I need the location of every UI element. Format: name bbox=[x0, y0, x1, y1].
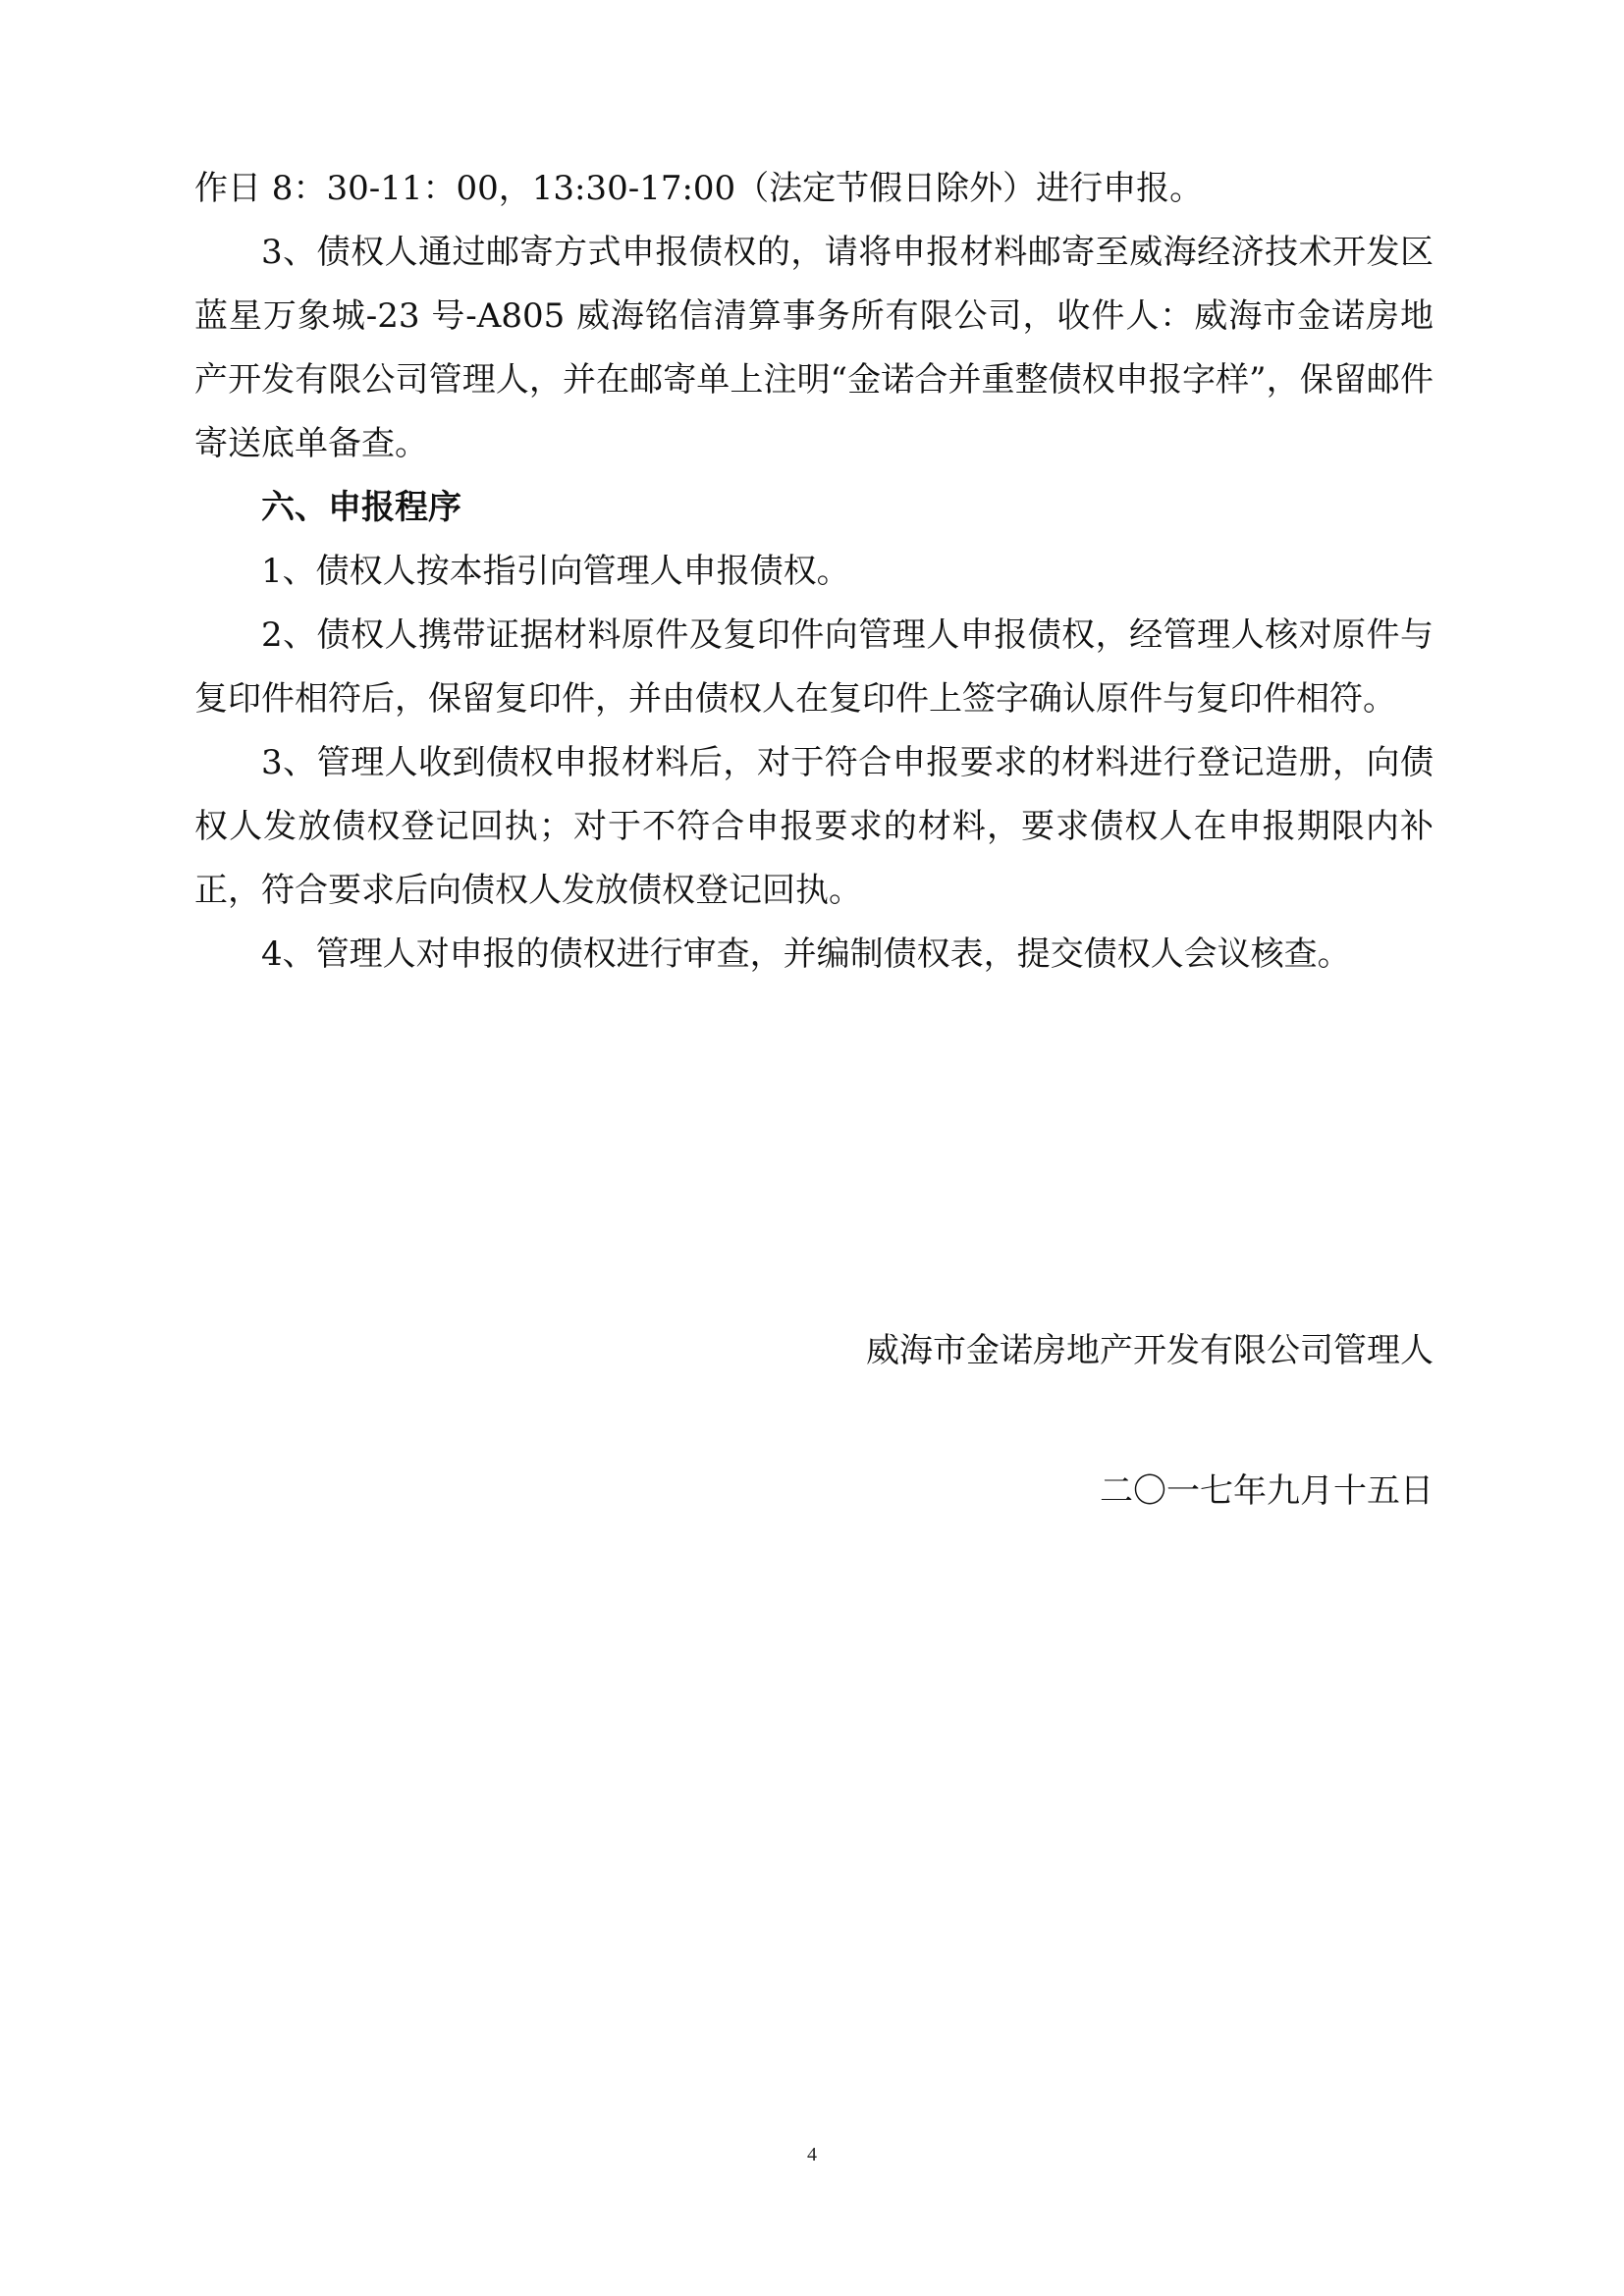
document-body bbox=[194, 157, 1434, 987]
section-heading-procedure: 六、申报程序 bbox=[261, 488, 461, 527]
paragraph-procedure-3: 3、管理人收到债权申报材料后，对于符合申报要求的材料进行登记造册，向债权人发放债权登记回执；对于不符合申报要求的材料，要求债权人在申报期限内补正，符合要求后向债权人发放债权登记回执。 bbox=[194, 743, 1434, 910]
paragraph-continuation: 作日 8：30-11：00，13:30-17:00（法定节假日除外）进行申报。 bbox=[194, 169, 1204, 208]
signature-date: 二〇一七年九月十五日 bbox=[1100, 1471, 1434, 1511]
paragraph-mail-submission: 3、债权人通过邮寄方式申报债权的，请将申报材料邮寄至威海经济技术开发区蓝星万象城-23 号-A805 威海铭信清算事务所有限公司，收件人：威海市金诺房地产开发有限公司管理人，并在邮寄单上注明“金诺合并重整债权申报字样”，保留邮件寄送底单备查。 bbox=[194, 233, 1434, 463]
page-number: 4 bbox=[807, 2144, 817, 2165]
paragraph-procedure-4: 4、管理人对申报的债权进行审查，并编制债权表，提交债权人会议核查。 bbox=[261, 934, 1351, 974]
paragraph-procedure-2: 2、债权人携带证据材料原件及复印件向管理人申报债权，经管理人核对原件与复印件相符后，保留复印件，并由债权人在复印件上签字确认原件与复印件相符。 bbox=[194, 615, 1434, 719]
paragraph-procedure-1: 1、债权人按本指引向管理人申报债权。 bbox=[261, 552, 850, 591]
signature-organization: 威海市金诺房地产开发有限公司管理人 bbox=[866, 1331, 1434, 1370]
